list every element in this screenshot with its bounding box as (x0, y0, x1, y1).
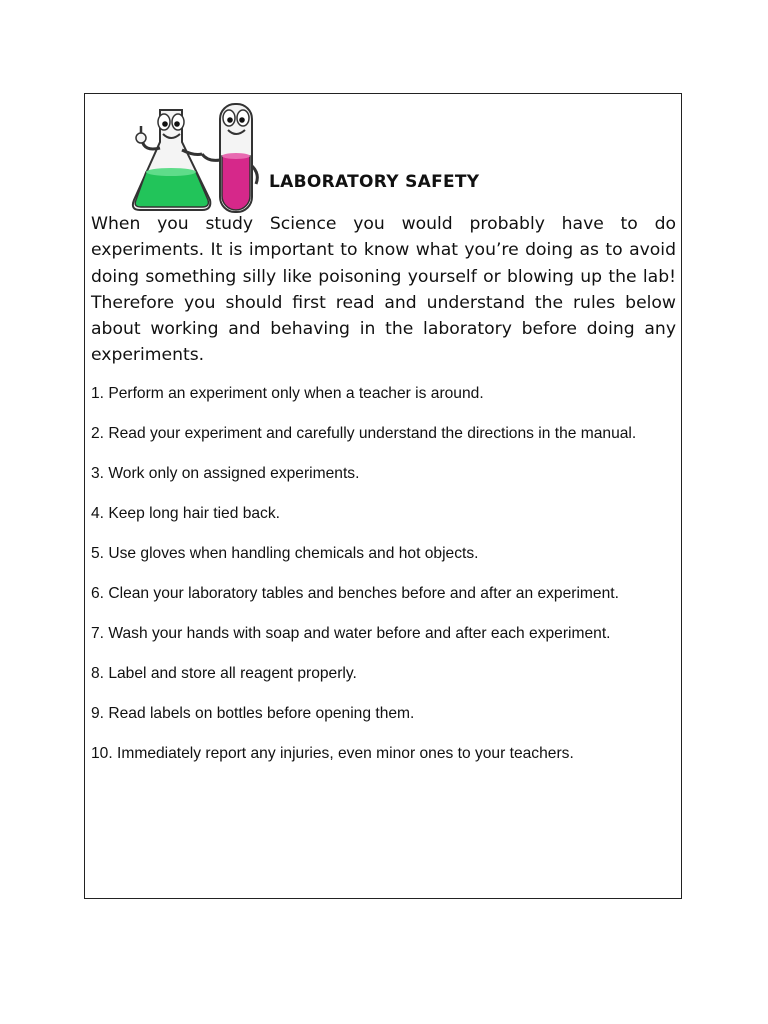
list-item: 8. Label and store all reagent properly. (91, 665, 357, 682)
list-item: 2. Read your experiment and carefully understand the directions in the manual. (91, 425, 637, 442)
safety-rules-list (91, 380, 676, 780)
list-item: 5. Use gloves when handling chemicals and hot objects. (91, 545, 479, 562)
flask-and-test-tube-mascot-icon (130, 96, 262, 220)
flask-icon (133, 110, 210, 210)
test-tube-icon (202, 104, 257, 212)
intro-paragraph: When you study Science you would probably have to do experiments. It is important to know what you’re doing as to avoid doing something silly like poisoning yourself or blowing up the lab! Therefore you should first read and understand the rules below about working and behaving in the laboratory before doing any experiments. (91, 214, 676, 366)
list-item: 7. Wash your hands with soap and water before and after each experiment. (91, 625, 611, 642)
list-item: 10. Immediately report any injuries, even minor ones to your teachers. (91, 745, 574, 762)
page-title: LABORATORY SAFETY (269, 172, 480, 192)
list-item: 9. Read labels on bottles before opening them. (91, 705, 415, 722)
list-item: 4. Keep long hair tied back. (91, 505, 280, 522)
list-item: 6. Clean your laboratory tables and benches before and after an experiment. (91, 585, 619, 602)
list-item: 3. Work only on assigned experiments. (91, 465, 360, 482)
list-item: 1. Perform an experiment only when a teacher is around. (91, 385, 484, 402)
